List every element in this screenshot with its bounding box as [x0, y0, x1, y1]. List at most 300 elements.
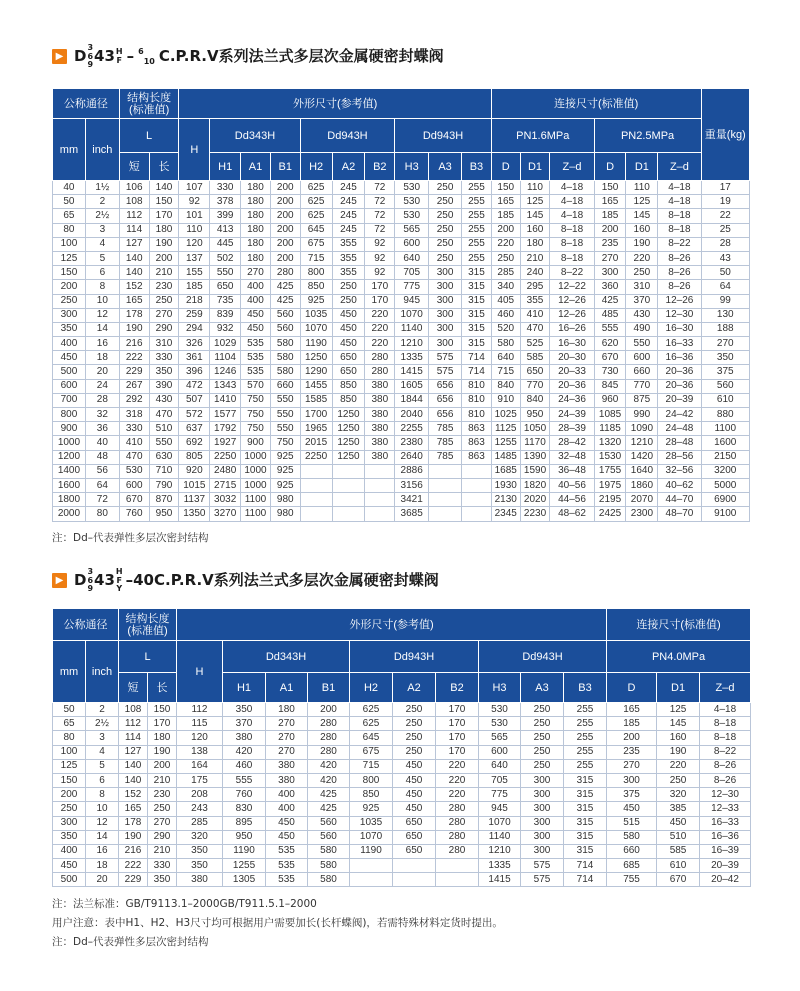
table-cell: 315	[462, 322, 492, 336]
section2-title	[52, 568, 439, 594]
table-cell: 138	[177, 745, 223, 759]
table-cell: 630	[149, 450, 179, 464]
table-cell: 16–36	[700, 830, 751, 844]
table-cell: 315	[564, 816, 607, 830]
table-cell: 315	[564, 844, 607, 858]
table-cell: 900	[241, 436, 271, 450]
table-cell: 36–48	[550, 464, 594, 478]
header-connect: 连接尺寸(标准值)	[491, 89, 701, 119]
table-cell: 1000	[241, 478, 271, 492]
table-cell: 20–36	[550, 379, 594, 393]
table-cell: 2130	[491, 493, 520, 507]
table-row	[53, 450, 750, 464]
table-cell: 12–30	[658, 308, 701, 322]
table-cell: 292	[119, 393, 149, 407]
table-cell: 160	[520, 223, 550, 237]
table-cell: 200	[308, 703, 350, 717]
table-cell: 188	[701, 322, 749, 336]
table-cell: 10	[85, 294, 119, 308]
table-cell: 1035	[300, 308, 332, 322]
table-cell	[365, 478, 395, 492]
table-cell: 845	[594, 379, 626, 393]
table-cell: 43	[701, 251, 749, 265]
table-cell: 895	[223, 816, 266, 830]
table-cell: 1755	[594, 464, 626, 478]
table-cell: 370	[626, 294, 658, 308]
table-cell: 775	[395, 280, 429, 294]
table-cell: 625	[300, 181, 332, 195]
table-cell: 250	[393, 745, 436, 759]
table-cell: 692	[179, 436, 210, 450]
header-D1: D1	[626, 153, 658, 181]
table-cell: 20–39	[700, 859, 751, 873]
table-cell: 140	[119, 759, 148, 773]
table-cell: 560	[270, 322, 300, 336]
table-cell: 925	[270, 464, 300, 478]
table-cell: 150	[53, 266, 86, 280]
table-cell: 300	[521, 816, 564, 830]
table-cell: 180	[149, 223, 179, 237]
table-cell: 600	[395, 237, 429, 251]
table-cell: 220	[657, 759, 700, 773]
table-row	[53, 237, 750, 251]
table-cell: 315	[462, 337, 492, 351]
table-cell: 640	[395, 251, 429, 265]
table-cell: 24–39	[550, 408, 594, 422]
header-dd343h: Dd343H	[223, 641, 350, 673]
table-cell: 300	[429, 280, 462, 294]
table-cell: 220	[626, 251, 658, 265]
table-cell: 450	[393, 773, 436, 787]
table-cell: 575	[521, 859, 564, 873]
table-cell: 220	[365, 308, 395, 322]
table-cell: 580	[308, 844, 350, 858]
table-cell: 245	[332, 223, 365, 237]
table-cell: 2195	[594, 493, 626, 507]
table-cell: 48–62	[550, 507, 594, 521]
table-cell: 28–42	[550, 436, 594, 450]
table-cell: 2070	[626, 493, 658, 507]
table-cell: 380	[365, 422, 395, 436]
table-cell: 18	[85, 351, 119, 365]
table-cell: 800	[350, 773, 393, 787]
header-A3: A3	[521, 673, 564, 703]
table-cell: 1600	[701, 436, 749, 450]
table-row	[53, 251, 750, 265]
table-cell: 101	[179, 209, 210, 223]
table-cell: 65	[53, 717, 86, 731]
table-cell: 280	[436, 802, 479, 816]
note-1: 注：Dd–代表弹性多层次密封结构	[52, 532, 209, 544]
table-cell: 165	[594, 195, 626, 209]
table-cell: 250	[393, 731, 436, 745]
table-cell: 100	[53, 237, 86, 251]
table-cell: 64	[85, 478, 119, 492]
table-cell: 114	[119, 731, 148, 745]
table-cell: 300	[53, 308, 86, 322]
table-cell: 8–18	[550, 237, 594, 251]
table-cell	[350, 873, 393, 887]
header-D1: D1	[520, 153, 550, 181]
table-cell: 750	[241, 393, 271, 407]
table-cell: 510	[657, 830, 700, 844]
spec-table-1	[52, 88, 750, 522]
table-cell: 775	[479, 788, 521, 802]
table-row	[53, 393, 750, 407]
header-D: D	[607, 673, 657, 703]
table-cell: 840	[520, 393, 550, 407]
table-cell: 300	[429, 308, 462, 322]
table-cell: 925	[270, 450, 300, 464]
table-cell: 112	[119, 717, 148, 731]
table-cell: 200	[607, 731, 657, 745]
table-cell: 8–26	[700, 759, 751, 773]
table-cell: 550	[210, 266, 241, 280]
table-cell	[300, 507, 332, 521]
table-cell: 1343	[210, 379, 241, 393]
table-cell: 370	[223, 717, 266, 731]
table-cell: 36	[85, 422, 119, 436]
table-cell: 425	[594, 294, 626, 308]
table-cell: 850	[350, 788, 393, 802]
table-cell: 450	[241, 308, 271, 322]
table-cell: 4–18	[550, 209, 594, 223]
table-cell: 9100	[701, 507, 749, 521]
table-cell: 1410	[210, 393, 241, 407]
table-cell: 150	[148, 703, 177, 717]
header-B3: B3	[564, 673, 607, 703]
table-cell: 267	[119, 379, 149, 393]
header-mm: mm	[53, 119, 86, 181]
header-dd943h-b: Dd943H	[395, 119, 492, 153]
note-user-attention: 用户注意：表中H1、H2、H3尺寸均可根据用户需要加长(长杆蝶阀)，若需特殊材料定货时提出。	[52, 917, 503, 929]
table-cell: 490	[626, 322, 658, 336]
table-cell: 3	[85, 223, 119, 237]
table-cell: 330	[119, 422, 149, 436]
table-cell: 500	[53, 365, 86, 379]
table-cell: 380	[365, 408, 395, 422]
table-row	[53, 379, 750, 393]
table-cell: 56	[85, 464, 119, 478]
table-row	[53, 280, 750, 294]
table-cell: 4	[86, 745, 119, 759]
table-cell: 80	[85, 507, 119, 521]
table-cell: 625	[300, 195, 332, 209]
table-cell: 190	[148, 745, 177, 759]
table-cell: 220	[365, 322, 395, 336]
table-cell: 16	[86, 844, 119, 858]
header-B1: B1	[270, 153, 300, 181]
table-cell: 510	[149, 422, 179, 436]
table-cell: 4–18	[550, 195, 594, 209]
table-cell: 12	[86, 816, 119, 830]
table-cell	[300, 464, 332, 478]
table-cell: 350	[53, 322, 86, 336]
table-cell: 2	[85, 195, 119, 209]
table-cell: 950	[520, 408, 550, 422]
table-cell: 1250	[300, 351, 332, 365]
table-row	[53, 478, 750, 492]
table-cell: 155	[179, 266, 210, 280]
table-row	[53, 422, 750, 436]
table-cell: 170	[365, 280, 395, 294]
table-cell: 130	[701, 308, 749, 322]
table-cell: 315	[462, 266, 492, 280]
table-cell: 1025	[491, 408, 520, 422]
table-cell: 4	[85, 237, 119, 251]
table-cell: 250	[53, 802, 86, 816]
table-cell: 32	[85, 408, 119, 422]
table-cell: 810	[462, 408, 492, 422]
table-cell: 295	[520, 280, 550, 294]
table-cell: 1210	[395, 337, 429, 351]
header-struct-length: 结构长度(标准值)	[119, 89, 179, 119]
table-cell: 300	[53, 816, 86, 830]
table-cell: 450	[241, 322, 271, 336]
table-cell: 318	[119, 408, 149, 422]
table-cell: 12–26	[550, 294, 594, 308]
table-cell: 700	[53, 393, 86, 407]
table-cell: 580	[270, 351, 300, 365]
table-cell: 250	[429, 209, 462, 223]
table-cell: 222	[119, 351, 149, 365]
table-cell	[332, 507, 365, 521]
table-cell: 250	[148, 802, 177, 816]
table-cell: 250	[429, 195, 462, 209]
table-cell: 200	[270, 251, 300, 265]
table-cell: 300	[521, 802, 564, 816]
table-cell: 170	[436, 745, 479, 759]
table-cell: 140	[119, 251, 149, 265]
table-cell: 600	[626, 351, 658, 365]
table-cell: 2480	[210, 464, 241, 478]
table-cell: 4–18	[658, 181, 701, 195]
table-cell: 300	[521, 844, 564, 858]
spec-table-2	[52, 608, 751, 887]
table-cell: 330	[149, 351, 179, 365]
table-cell: 863	[462, 450, 492, 464]
table-cell: 2½	[86, 717, 119, 731]
table-cell: 650	[393, 830, 436, 844]
table-cell: 2015	[300, 436, 332, 450]
table-cell: 2150	[701, 450, 749, 464]
table-cell: 14	[85, 322, 119, 336]
table-cell: 150	[53, 773, 86, 787]
table-row	[53, 745, 751, 759]
table-cell: 290	[149, 322, 179, 336]
table-cell: 1000	[241, 464, 271, 478]
table-cell: 178	[119, 308, 149, 322]
table-cell: 8–18	[700, 717, 751, 731]
table-cell: 1415	[395, 365, 429, 379]
table-cell: 660	[626, 365, 658, 379]
table-cell: 560	[270, 308, 300, 322]
table-cell: 600	[119, 478, 149, 492]
table-cell: 2345	[491, 507, 520, 521]
header-dd943h-b: Dd943H	[479, 641, 607, 673]
table-cell: 208	[177, 788, 223, 802]
table-cell: 160	[626, 223, 658, 237]
play-arrow-icon: ▶	[52, 49, 67, 64]
table-row	[53, 223, 750, 237]
table-cell: 145	[626, 209, 658, 223]
table-cell: 450	[332, 322, 365, 336]
table-cell: 250	[393, 703, 436, 717]
table-cell: 355	[520, 294, 550, 308]
table-cell: 165	[119, 294, 149, 308]
table-cell: 250	[149, 294, 179, 308]
table-cell: 580	[308, 859, 350, 873]
table-cell: 218	[179, 294, 210, 308]
table-cell: 770	[520, 379, 550, 393]
table-cell: 180	[241, 223, 271, 237]
table-cell: 280	[436, 816, 479, 830]
table-cell: 800	[53, 408, 86, 422]
table-cell: 250	[657, 773, 700, 787]
table-cell: 530	[395, 181, 429, 195]
table-cell	[429, 478, 462, 492]
table-cell: 280	[436, 844, 479, 858]
table-cell: 259	[179, 308, 210, 322]
table-cell: 280	[270, 266, 300, 280]
table-cell: 1185	[594, 422, 626, 436]
table-cell: 255	[462, 251, 492, 265]
header-struct-length: 结构长度(标准值)	[119, 609, 177, 641]
table-cell: 18	[86, 859, 119, 873]
header-D: D	[594, 153, 626, 181]
table-row	[53, 759, 751, 773]
table-cell: 1070	[350, 830, 393, 844]
table-cell: 460	[491, 308, 520, 322]
table-row	[53, 788, 751, 802]
table-cell: 255	[564, 759, 607, 773]
table-cell: 410	[119, 436, 149, 450]
table-cell: 1250	[332, 408, 365, 422]
table-cell: 8–18	[550, 251, 594, 265]
table-cell: 285	[177, 816, 223, 830]
table-cell: 220	[436, 788, 479, 802]
table-cell: 222	[119, 859, 148, 873]
table-cell: 800	[300, 266, 332, 280]
header-H1: H1	[223, 673, 266, 703]
table-cell: 20–33	[550, 365, 594, 379]
table-cell: 245	[332, 181, 365, 195]
table-cell: 850	[300, 280, 332, 294]
table-cell: 108	[119, 703, 148, 717]
table-cell: 715	[300, 251, 332, 265]
table-cell: 185	[179, 280, 210, 294]
header-mm: mm	[53, 641, 86, 703]
table-cell: 165	[607, 703, 657, 717]
table-cell: 420	[308, 773, 350, 787]
header-B2: B2	[365, 153, 395, 181]
table-cell: 656	[429, 379, 462, 393]
table-cell: 270	[701, 337, 749, 351]
table-cell: 1104	[210, 351, 241, 365]
table-cell: 380	[365, 379, 395, 393]
header-H3: H3	[479, 673, 521, 703]
table-cell: 1685	[491, 464, 520, 478]
table-cell: 294	[179, 322, 210, 336]
table-cell: 16–30	[658, 322, 701, 336]
table-cell: 714	[564, 859, 607, 873]
table-cell: 210	[148, 773, 177, 787]
table-cell: 1335	[479, 859, 521, 873]
table-cell: 714	[462, 351, 492, 365]
table-cell: 255	[564, 717, 607, 731]
table-cell: 8–18	[658, 223, 701, 237]
table-cell: 5	[86, 759, 119, 773]
table-cell: 125	[520, 195, 550, 209]
table-cell: 760	[119, 507, 149, 521]
table-cell: 16–30	[550, 337, 594, 351]
table-cell: 8–22	[700, 745, 751, 759]
table-cell: 1015	[179, 478, 210, 492]
table-cell: 330	[148, 859, 177, 873]
table-cell: 360	[594, 280, 626, 294]
table-cell: 2255	[395, 422, 429, 436]
table-cell: 40	[53, 181, 86, 195]
table-cell: 180	[148, 731, 177, 745]
table-cell: 210	[520, 251, 550, 265]
table-cell: 1965	[300, 422, 332, 436]
table-cell: 250	[429, 223, 462, 237]
table-cell: 300	[429, 337, 462, 351]
header-B1: B1	[308, 673, 350, 703]
table-cell: 425	[270, 280, 300, 294]
table-row	[53, 209, 750, 223]
table-cell: 1590	[520, 464, 550, 478]
table-cell: 14	[86, 830, 119, 844]
table-cell: 950	[149, 507, 179, 521]
table-cell: 1070	[479, 816, 521, 830]
table-cell: 160	[657, 731, 700, 745]
table-cell: 1800	[53, 493, 86, 507]
table-cell: 640	[479, 759, 521, 773]
table-cell: 50	[53, 195, 86, 209]
table-cell: 20–36	[658, 379, 701, 393]
table-cell: 535	[266, 844, 308, 858]
table-cell: 12–30	[700, 788, 751, 802]
table-cell: 137	[179, 251, 210, 265]
table-row	[53, 802, 751, 816]
table-cell: 229	[119, 873, 148, 887]
table-cell: 450	[393, 759, 436, 773]
table-cell: 650	[210, 280, 241, 294]
table-cell: 255	[462, 209, 492, 223]
table-cell: 420	[308, 759, 350, 773]
header-A2: A2	[332, 153, 365, 181]
table-cell: 1246	[210, 365, 241, 379]
table-cell	[332, 464, 365, 478]
table-cell: 220	[491, 237, 520, 251]
table-cell: 580	[270, 365, 300, 379]
table-cell: 3200	[701, 464, 749, 478]
table-cell: 180	[266, 703, 308, 717]
table-cell: 6	[86, 773, 119, 787]
table-cell: 470	[520, 322, 550, 336]
table-cell: 50	[53, 703, 86, 717]
table-cell: 310	[149, 337, 179, 351]
table-cell: 625	[300, 209, 332, 223]
table-cell: 92	[365, 251, 395, 265]
table-cell: 24–48	[658, 422, 701, 436]
table-cell: 3	[86, 731, 119, 745]
table-cell: 925	[270, 478, 300, 492]
table-cell: 180	[241, 251, 271, 265]
table-cell: 580	[308, 873, 350, 887]
table-cell: 200	[148, 759, 177, 773]
